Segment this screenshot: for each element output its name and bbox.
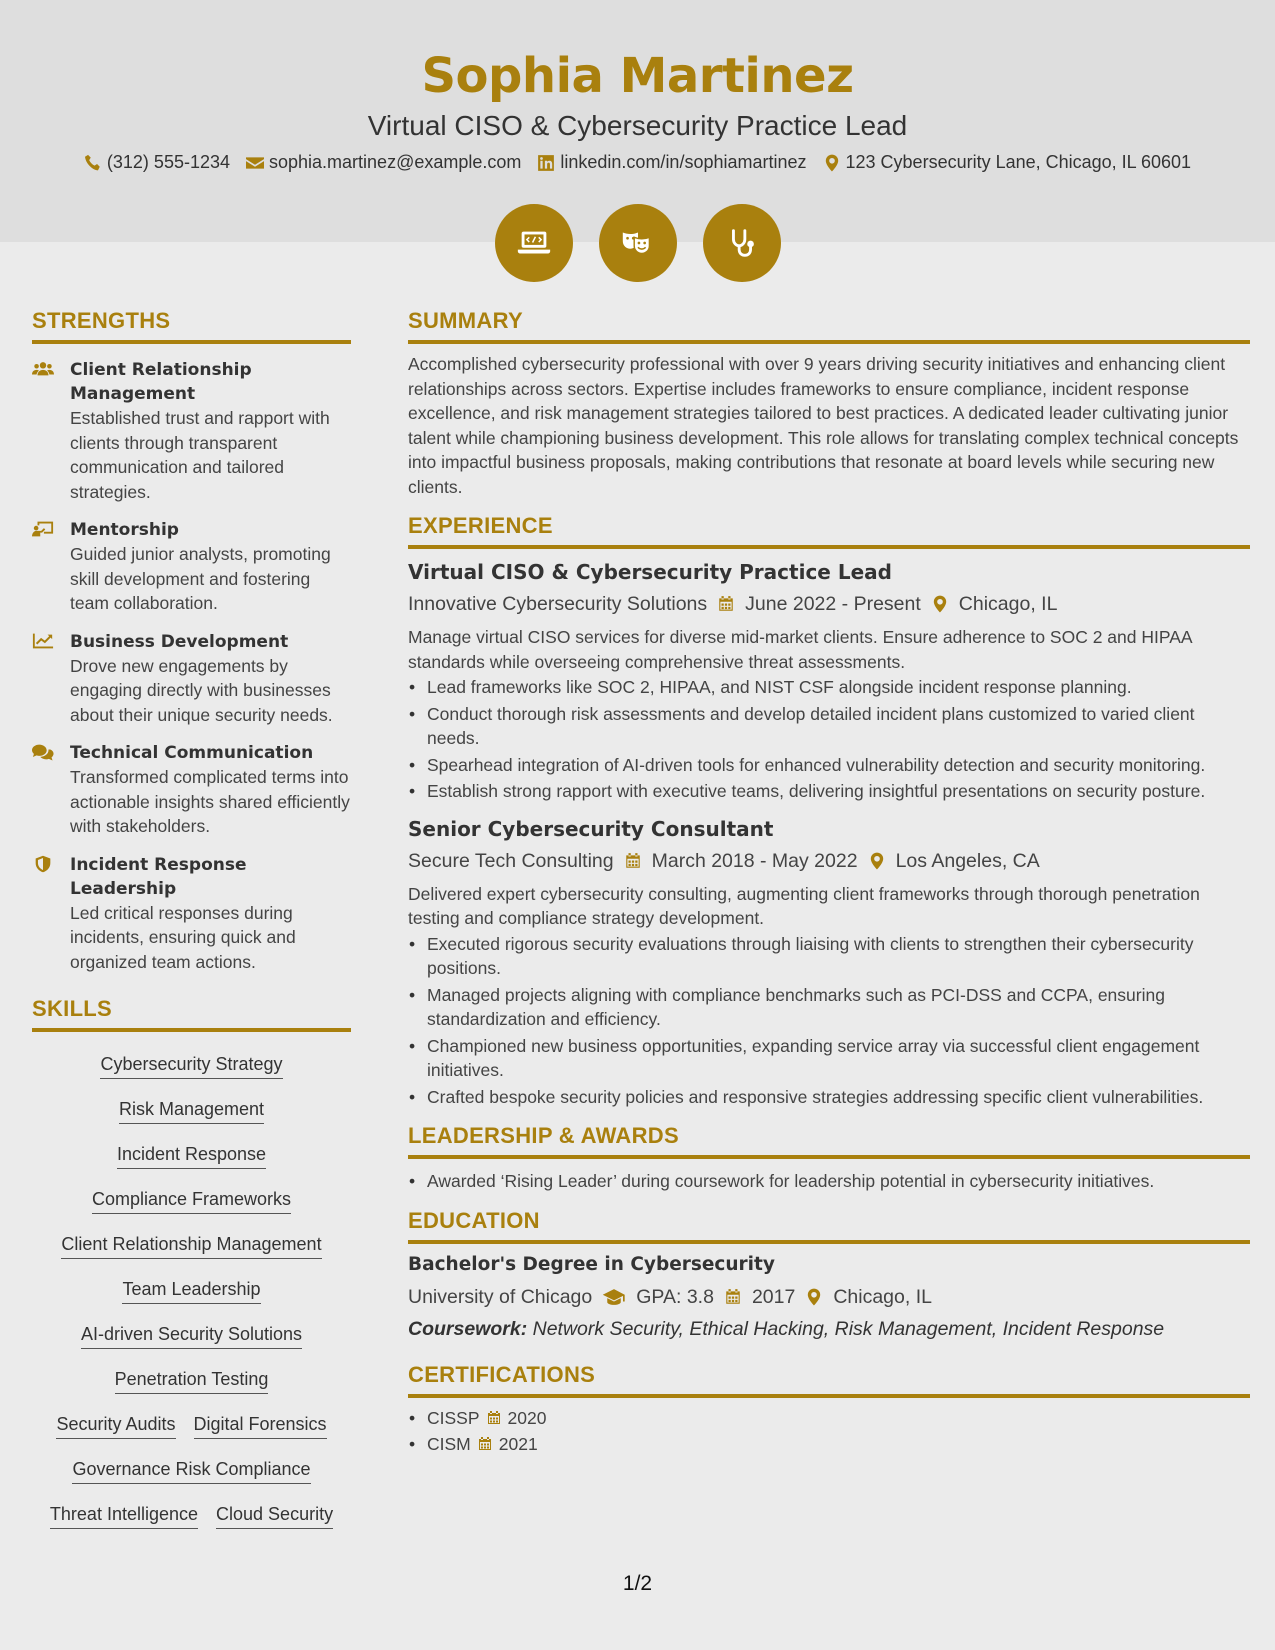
skill-tag: Cybersecurity Strategy (100, 1054, 282, 1079)
education-location: Chicago, IL (833, 1285, 932, 1308)
list-item: • Awarded ‘Rising Leader’ during coursework for leadership potential in cybersecurity initiatives. (408, 1169, 1250, 1194)
cert-name: • CISSP (427, 1407, 480, 1428)
certifications-heading: CERTIFICATIONS (408, 1362, 1250, 1398)
coursework-label: Coursework: (408, 1317, 528, 1340)
education-heading: EDUCATION (408, 1208, 1250, 1244)
skill-tag: Security Audits (56, 1414, 175, 1439)
chart-line-icon (32, 632, 54, 650)
job-meta (408, 844, 1250, 878)
skill-tag: Penetration Testing (115, 1369, 269, 1394)
skills-heading: SKILLS (32, 996, 351, 1032)
job-entry (408, 814, 1250, 1110)
education-gpa: GPA: 3.8 (636, 1285, 714, 1308)
strength-item (32, 741, 351, 839)
experience-heading: EXPERIENCE (408, 513, 1250, 549)
skill-tag: Cloud Security (216, 1504, 333, 1529)
skill-tag: AI-driven Security Solutions (81, 1324, 302, 1349)
skill-tag: Governance Risk Compliance (72, 1459, 310, 1484)
job-title: Senior Cybersecurity Consultant (408, 816, 774, 841)
contact-bar (0, 152, 1275, 173)
calendar-icon (486, 1410, 502, 1426)
chalkboard-teacher-icon (32, 520, 54, 538)
education-degree: Bachelor's Degree in Cybersecurity (408, 1253, 775, 1275)
education-year: 2017 (751, 1285, 796, 1308)
education-meta (408, 1280, 1250, 1314)
location-pin-icon (931, 595, 949, 613)
strength-heading: Mentorship (70, 520, 179, 540)
awards-heading: LEADERSHIP & AWARDS (408, 1123, 1250, 1159)
strength-description: Drove new engagements by engaging directly with businesses about their unique security needs. (70, 655, 333, 725)
job-bullets (408, 675, 1250, 804)
education-school: University of Chicago (408, 1285, 593, 1308)
list-item: • Establish strong rapport with executive teams, delivering insightful presentations on security posture. (408, 779, 1250, 804)
calendar-icon (477, 1436, 493, 1452)
list-item: • Conduct thorough risk assessments and develop detailed incident plans customized to varied client needs. (408, 702, 1250, 751)
graduation-cap-icon (602, 1288, 626, 1306)
skill-tag: Threat Intelligence (50, 1504, 198, 1529)
cert-year: 2021 (498, 1434, 538, 1454)
list-item: • Crafted bespoke security policies and responsive strategies addressing specific client vulnerabilities. (408, 1085, 1250, 1110)
job-dates: June 2022 - Present (745, 593, 921, 615)
address-text: 123 Cybersecurity Lane, Chicago, IL 60601 (845, 152, 1192, 172)
linkedin-text: linkedin.com/in/sophiamartinez (560, 152, 807, 172)
strength-description: Established trust and rapport with clients through transparent communication and tailored strategies. (70, 408, 330, 502)
cert-name: • CISM (427, 1434, 471, 1454)
contact-phone[interactable] (84, 152, 230, 173)
calendar-icon (624, 852, 642, 870)
users-icon (32, 360, 54, 378)
summary-heading: SUMMARY (408, 308, 1250, 344)
strength-item (32, 853, 351, 975)
strengths-heading: STRENGTHS (32, 308, 351, 344)
linkedin-icon (537, 154, 555, 172)
phone-text: (312) 555-1234 (106, 152, 230, 172)
job-meta (408, 587, 1250, 621)
laptop-code-icon (495, 204, 573, 282)
page-number: 1/2 (622, 1572, 653, 1595)
certifications-list (408, 1406, 1250, 1457)
list-item: • Championed new business opportunities, expanding service array via successful client engagement initiatives. (408, 1034, 1250, 1083)
summary-text: Accomplished cybersecurity professional with over 9 years driving security initiatives and enhancing client relationships across sectors. Expertise includes frameworks to ensure compliance, incident response excellence, and risk management strategies tailored to best practices. A dedicated leader cultivating junior talent while championing business development. This role allows for translating complex technical concepts into impactful business proposals, making contributions that resonate at board levels while securing new clients. (408, 354, 1239, 497)
location-pin-icon (823, 154, 841, 172)
skill-tag: Incident Response (117, 1144, 266, 1169)
strength-description: Transformed complicated terms into actionable insights shared efficiently with stakeholders. (70, 767, 350, 836)
strength-description: Guided junior analysts, promoting skill development and fostering team collaboration. (70, 544, 331, 613)
list-item: • Managed projects aligning with compliance benchmarks such as PCI-DSS and CCPA, ensuring standardization and efficiency. (408, 983, 1250, 1032)
skill-tag: Compliance Frameworks (92, 1189, 291, 1214)
job-location: Chicago, IL (958, 593, 1058, 615)
right-column (408, 308, 1250, 1459)
theater-masks-icon (599, 204, 677, 282)
cert-year: 2020 (507, 1407, 547, 1428)
strength-heading: Business Development (70, 631, 289, 652)
job-description: Manage virtual CISO services for diverse mid-market clients. Ensure adherence to SOC 2 and HIPAA standards while overseeing comprehensive threat assessments. (408, 627, 1192, 672)
strength-heading: Client Relationship Management (70, 360, 252, 404)
job-location: Los Angeles, CA (895, 849, 1040, 872)
coursework-text: Network Security, Ethical Hacking, Risk Management, Incident Response (532, 1317, 1165, 1340)
job-bullets (408, 932, 1250, 1110)
job-title: Virtual CISO & Cybersecurity Practice Lead (408, 560, 892, 584)
left-column (32, 308, 351, 1539)
strength-item (32, 518, 351, 616)
stethoscope-icon (703, 204, 781, 282)
job-company: Innovative Cybersecurity Solutions (408, 593, 708, 615)
list-item: • Lead frameworks like SOC 2, HIPAA, and NIST CSF alongside incident response planning. (408, 675, 1250, 700)
list-item: • Executed rigorous security evaluations through liaising with clients to strengthen their cybersecurity positions. (408, 932, 1250, 981)
strength-description: Led critical responses during incidents, ensuring quick and organized team actions. (70, 902, 296, 972)
email-text: sophia.martinez@example.com (269, 152, 522, 172)
awards-list (408, 1169, 1250, 1194)
education-coursework (408, 1314, 1250, 1344)
location-pin-icon (805, 1288, 823, 1306)
job-description: Delivered expert cybersecurity consulting, augmenting client frameworks through thorough penetration testing and compliance strategy development. (408, 883, 1200, 928)
job-dates: March 2018 - May 2022 (651, 849, 858, 872)
skill-tag: Client Relationship Management (61, 1234, 321, 1259)
candidate-title: Virtual CISO & Cybersecurity Practice Lead (367, 110, 908, 141)
calendar-icon (717, 595, 735, 613)
skill-tag: Team Leadership (122, 1279, 260, 1304)
strength-heading: Technical Communication (70, 743, 314, 763)
list-item: • Spearhead integration of AI-driven tools for enhanced vulnerability detection and security monitoring. (408, 753, 1250, 778)
location-pin-icon (868, 852, 886, 870)
comments-icon (32, 743, 54, 761)
list-item (408, 1406, 1250, 1431)
envelope-icon (246, 154, 264, 172)
skill-tag: Risk Management (119, 1099, 264, 1124)
skill-tag: Digital Forensics (194, 1414, 327, 1439)
contact-linkedin[interactable] (537, 152, 806, 173)
contact-address (823, 152, 1192, 173)
badge-row (0, 204, 1275, 282)
calendar-icon (724, 1288, 742, 1306)
shield-icon (32, 855, 54, 873)
phone-icon (84, 154, 102, 172)
job-entry (408, 557, 1250, 804)
strength-item (32, 358, 351, 504)
contact-email[interactable] (246, 152, 521, 173)
skills-list (32, 1044, 351, 1539)
job-company: Secure Tech Consulting (408, 849, 614, 872)
list-item (408, 1432, 1250, 1457)
strength-heading: Incident Response Leadership (70, 854, 247, 899)
candidate-name: Sophia Martinez (421, 48, 854, 104)
strength-item (32, 630, 351, 728)
